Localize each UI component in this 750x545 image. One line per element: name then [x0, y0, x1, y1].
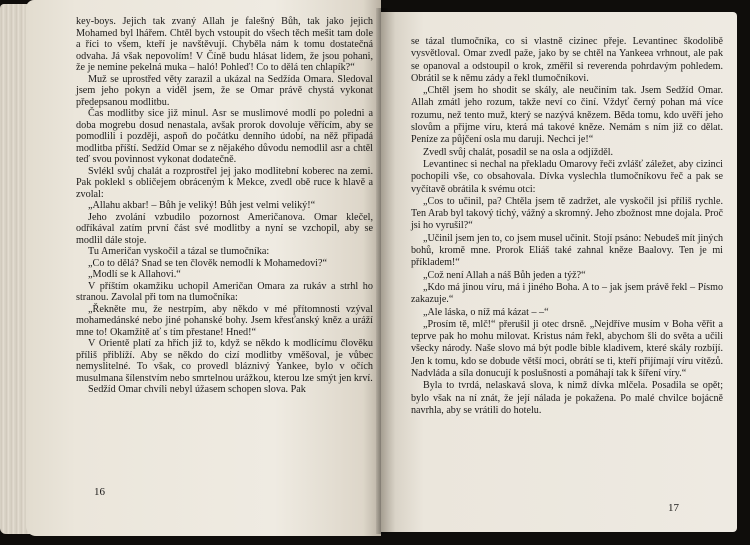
left-page: [26, 0, 381, 536]
paragraph: „Ale láska, o níž má kázat – –“: [423, 306, 549, 318]
paragraph: Byla to tvrdá, nelaskavá slova, k nimž dívka mlčela. Posadila se opět; bylo však na ní znát, že její nálada je pokažena. Po malé chvilce bojácně navrhla, aby se vrátili do hotelu.: [411, 380, 723, 416]
paragraph: Muž se uprostřed věty zarazil a ukázal na Sedžída Omara. Sledoval jsem jeho pokyn a viděl jsem, že se Omar právě chystá vykonat předepsanou modlitbu.: [76, 73, 373, 108]
paragraph: Zvedl svůj chalát, posadil se na osla a odjížděl.: [423, 146, 614, 158]
paragraph: „Cos to učinil, pa? Chtěla jsem tě zadržet, ale vyskočil jsi příliš rychle. Ten Arab byl takový tichý, vážný a skromný. Jeho zbožnost mne dojala. Proč jsi ho vyrušil?“: [411, 195, 723, 232]
paragraph: Čas modlitby sice již minul. Asr se muslimové modlí po poledni a doba mogrebu dosud nenastala, avšak prorok dovoluje věřícím, aby se pomodlili i později, aspoň do počátku denního údobí, na něž připadá modlitba příští. Sedžíd Omar se z nějakého důvodu nemodlil asr a chtěl teď svou povinnost vykonat dodatečně.: [76, 108, 373, 165]
right-page: [381, 12, 737, 532]
right-page-text: [411, 36, 723, 417]
paragraph: V Orientě platí za hřích již to, když se někdo k modlícímu člověku příliš přiblíží. Aby se někdo do cizí modlitby vměšoval, je vůbec nemyslitelné. To však, co provedl bláznivý Yankee, bylo v očích musulmana šílenstvím nebo smrtelnou urážkou, kterou lze smýt jen krví.: [76, 338, 373, 384]
paragraph: „Řekněte mu, že nestrpím, aby někdo v mé přítomnosti vzýval mohamedánské nebo jiné pohanské bohy. Jsem křesťanský kněz a uráží mne to! Okamžitě ať s tím přestane! Hned!“: [76, 303, 373, 338]
page-number: 16: [94, 486, 105, 498]
paragraph: Sedžíd Omar chvíli nebyl úžasem schopen slova. Pak: [88, 384, 306, 395]
paragraph: „Kdo má jinou víru, má i jiného Boha. A to – jak jsem právě řekl – Písmo zakazuje.“: [411, 281, 723, 306]
paragraph: V příštím okamžiku uchopil Američan Omara za rukáv a strhl ho stranou. Zavolal při tom na tlumočníka:: [76, 280, 373, 303]
paragraph: „Co to dělá? Snad se ten člověk nemodlí k Mohamedovi?“: [88, 257, 328, 269]
paragraph: „Modlí se k Allahovi.“: [88, 269, 181, 280]
paragraph: Tu Američan vyskočil a tázal se tlumočníka:: [88, 246, 270, 257]
paragraph: Jeho zvolání vzbudilo pozornost Američanova. Omar klečel, odříkával zatím první část své modlitby a nyní se vzchopil, aby se modlil dále stoje.: [76, 211, 373, 246]
left-page-text: [76, 16, 373, 396]
paragraph: „Učinil jsem jen to, co jsem musel učinit. Stojí psáno: Nebudeš mít jiných bohů, kromě mne. Prorok Eliáš také zahnal kněze Baalovy. Ten je mi příkladem!“: [411, 232, 723, 269]
paragraph: key-boys. Jejich tak zvaný Allah je falešný Bůh, tak jako jejich Mohamed byl lhářem. Chtěl bych vstoupit do všech těch mešit tam dole a říci to všem, kteří je navštěvují. Chyběla nám k tomu dostatečná odvaha. Já však nepovolím! V Číně budu hlásat lidem, že jsou pohani, že je nemine pekelná muka – haló! Pohleď! Co to dělá ten chlapík?“: [76, 16, 373, 73]
page-number: 17: [668, 502, 679, 514]
paragraph: „Prosím tě, mlč!“ přerušil ji otec drsně. „Nejdříve musím v Boha věřit a teprve pak ho mohu milovat. Kristus nám řekl, abychom šli do světa a učili všecky národy. Naše slovo má být podle bible kladivem, které skály rozbíjí. Jen k tomu, kdo se dobude větší moci, obrátí se ti, kteří přijímají víru vítězů. Nadvláda a síla donucují k poslušnosti a pomáhají tak k šíření víry.“: [411, 318, 723, 380]
paragraph: Levantinec si nechal na překladu Omarovy řeči zvlášť záležet, aby cizinci pochopili vše, co obsahovala. Dívka vyslechla tlumočníkovu řeč a pak se vyčítavě obrátila k svému otci:: [411, 158, 723, 195]
paragraph: se tázal tlumočníka, co si vlastně cizinec přeje. Levantinec škodolibě vysvětloval. Omar zvedl paže, jako by se chtěl na Yankeea vrhnout, ale pak se opanoval a odstoupil o krok, změřil si reverenda pohrdavým pohledem. Obrátil se k němu zády a řekl tlumočníkovi.: [411, 36, 723, 84]
paragraph: „Což není Allah a náš Bůh jeden a týž?“: [423, 269, 586, 281]
paragraph: „Allahu akbar! – Bůh je veliký! Bůh jest velmi veliký!“: [88, 200, 316, 211]
paragraph: Svlékl svůj chalát a rozprostřel jej jako modlitební koberec na zemi. Pak poklekl s obličejem obráceným k Mekce, zvedl obě ruce k hlavě a zvolal:: [76, 165, 373, 200]
paragraph: „Chtěl jsem ho shodit se skály, ale neučiním tak. Jsem Sedžíd Omar. Allah zmátl jeho rozum, takže neví co činí. Vždyť černý pohan má více rozumu, než tento muž, který se nazývá knězem. Běda tomu, kdo uvěří jeho slovům a přijme víru, která má takové kněze. Nemám s ním již co dělat. Peníze za půjčení osla mu daruji. Nechci je!“: [411, 85, 723, 146]
